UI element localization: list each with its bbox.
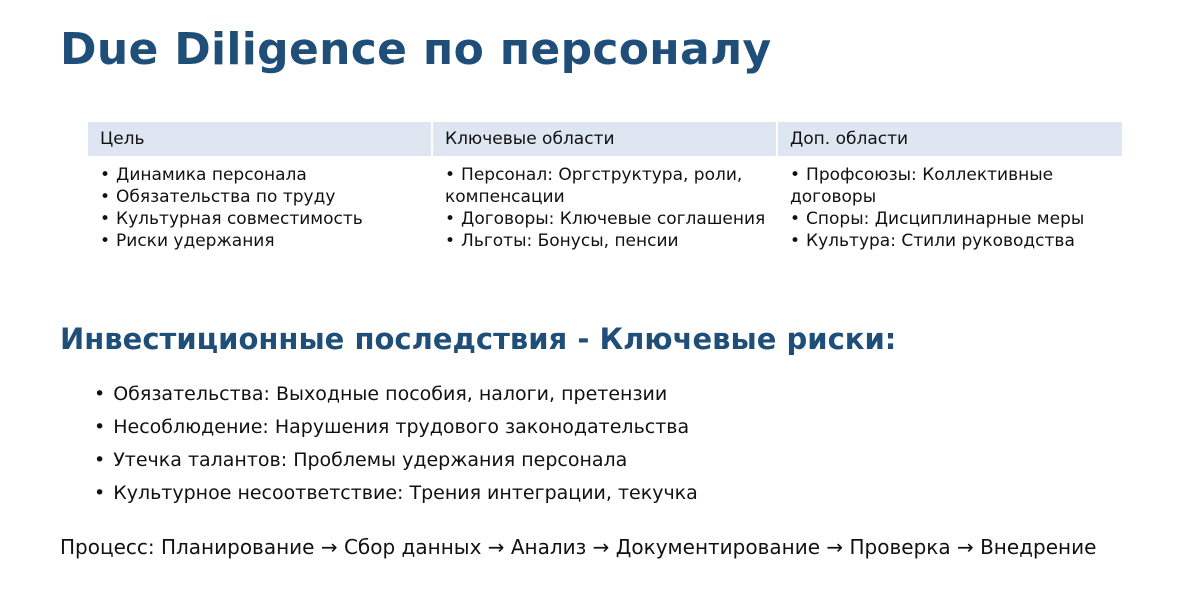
areas-table bbox=[88, 122, 1122, 252]
list-item: • Динамика персонала bbox=[100, 164, 421, 186]
column-header-extra-areas: Доп. области bbox=[778, 122, 1122, 156]
list-item: • Договоры: Ключевые соглашения bbox=[445, 208, 766, 230]
risks-list bbox=[94, 378, 698, 510]
risk-item: • Несоблюдение: Нарушения трудового законодательства bbox=[94, 411, 698, 444]
page-title: Due Diligence по персоналу bbox=[60, 24, 772, 75]
column-header-goal: Цель bbox=[88, 122, 431, 156]
list-item: • Обязательства по труду bbox=[100, 186, 421, 208]
column-body-key-areas bbox=[433, 156, 776, 252]
list-item: • Персонал: Оргструктура, роли, компенсации bbox=[445, 164, 766, 208]
list-item: • Льготы: Бонусы, пенсии bbox=[445, 230, 766, 252]
column-header-key-areas: Ключевые области bbox=[433, 122, 776, 156]
risk-item: • Обязательства: Выходные пособия, налоги, претензии bbox=[94, 378, 698, 411]
column-body-goal bbox=[88, 156, 431, 252]
risks-heading: Инвестиционные последствия - Ключевые риски: bbox=[60, 322, 897, 356]
list-item: • Риски удержания bbox=[100, 230, 421, 252]
column-body-extra-areas bbox=[778, 156, 1122, 252]
risk-item: • Культурное несоответствие: Трения интеграции, текучка bbox=[94, 477, 698, 510]
list-item: • Культура: Стили руководства bbox=[790, 230, 1112, 252]
list-item: • Споры: Дисциплинарные меры bbox=[790, 208, 1112, 230]
list-item: • Культурная совместимость bbox=[100, 208, 421, 230]
process-line: Процесс: Планирование → Сбор данных → Анализ → Документирование → Проверка → Внедрение bbox=[60, 535, 1097, 559]
risk-item: • Утечка талантов: Проблемы удержания персонала bbox=[94, 444, 698, 477]
list-item: • Профсоюзы: Коллективные договоры bbox=[790, 164, 1112, 208]
